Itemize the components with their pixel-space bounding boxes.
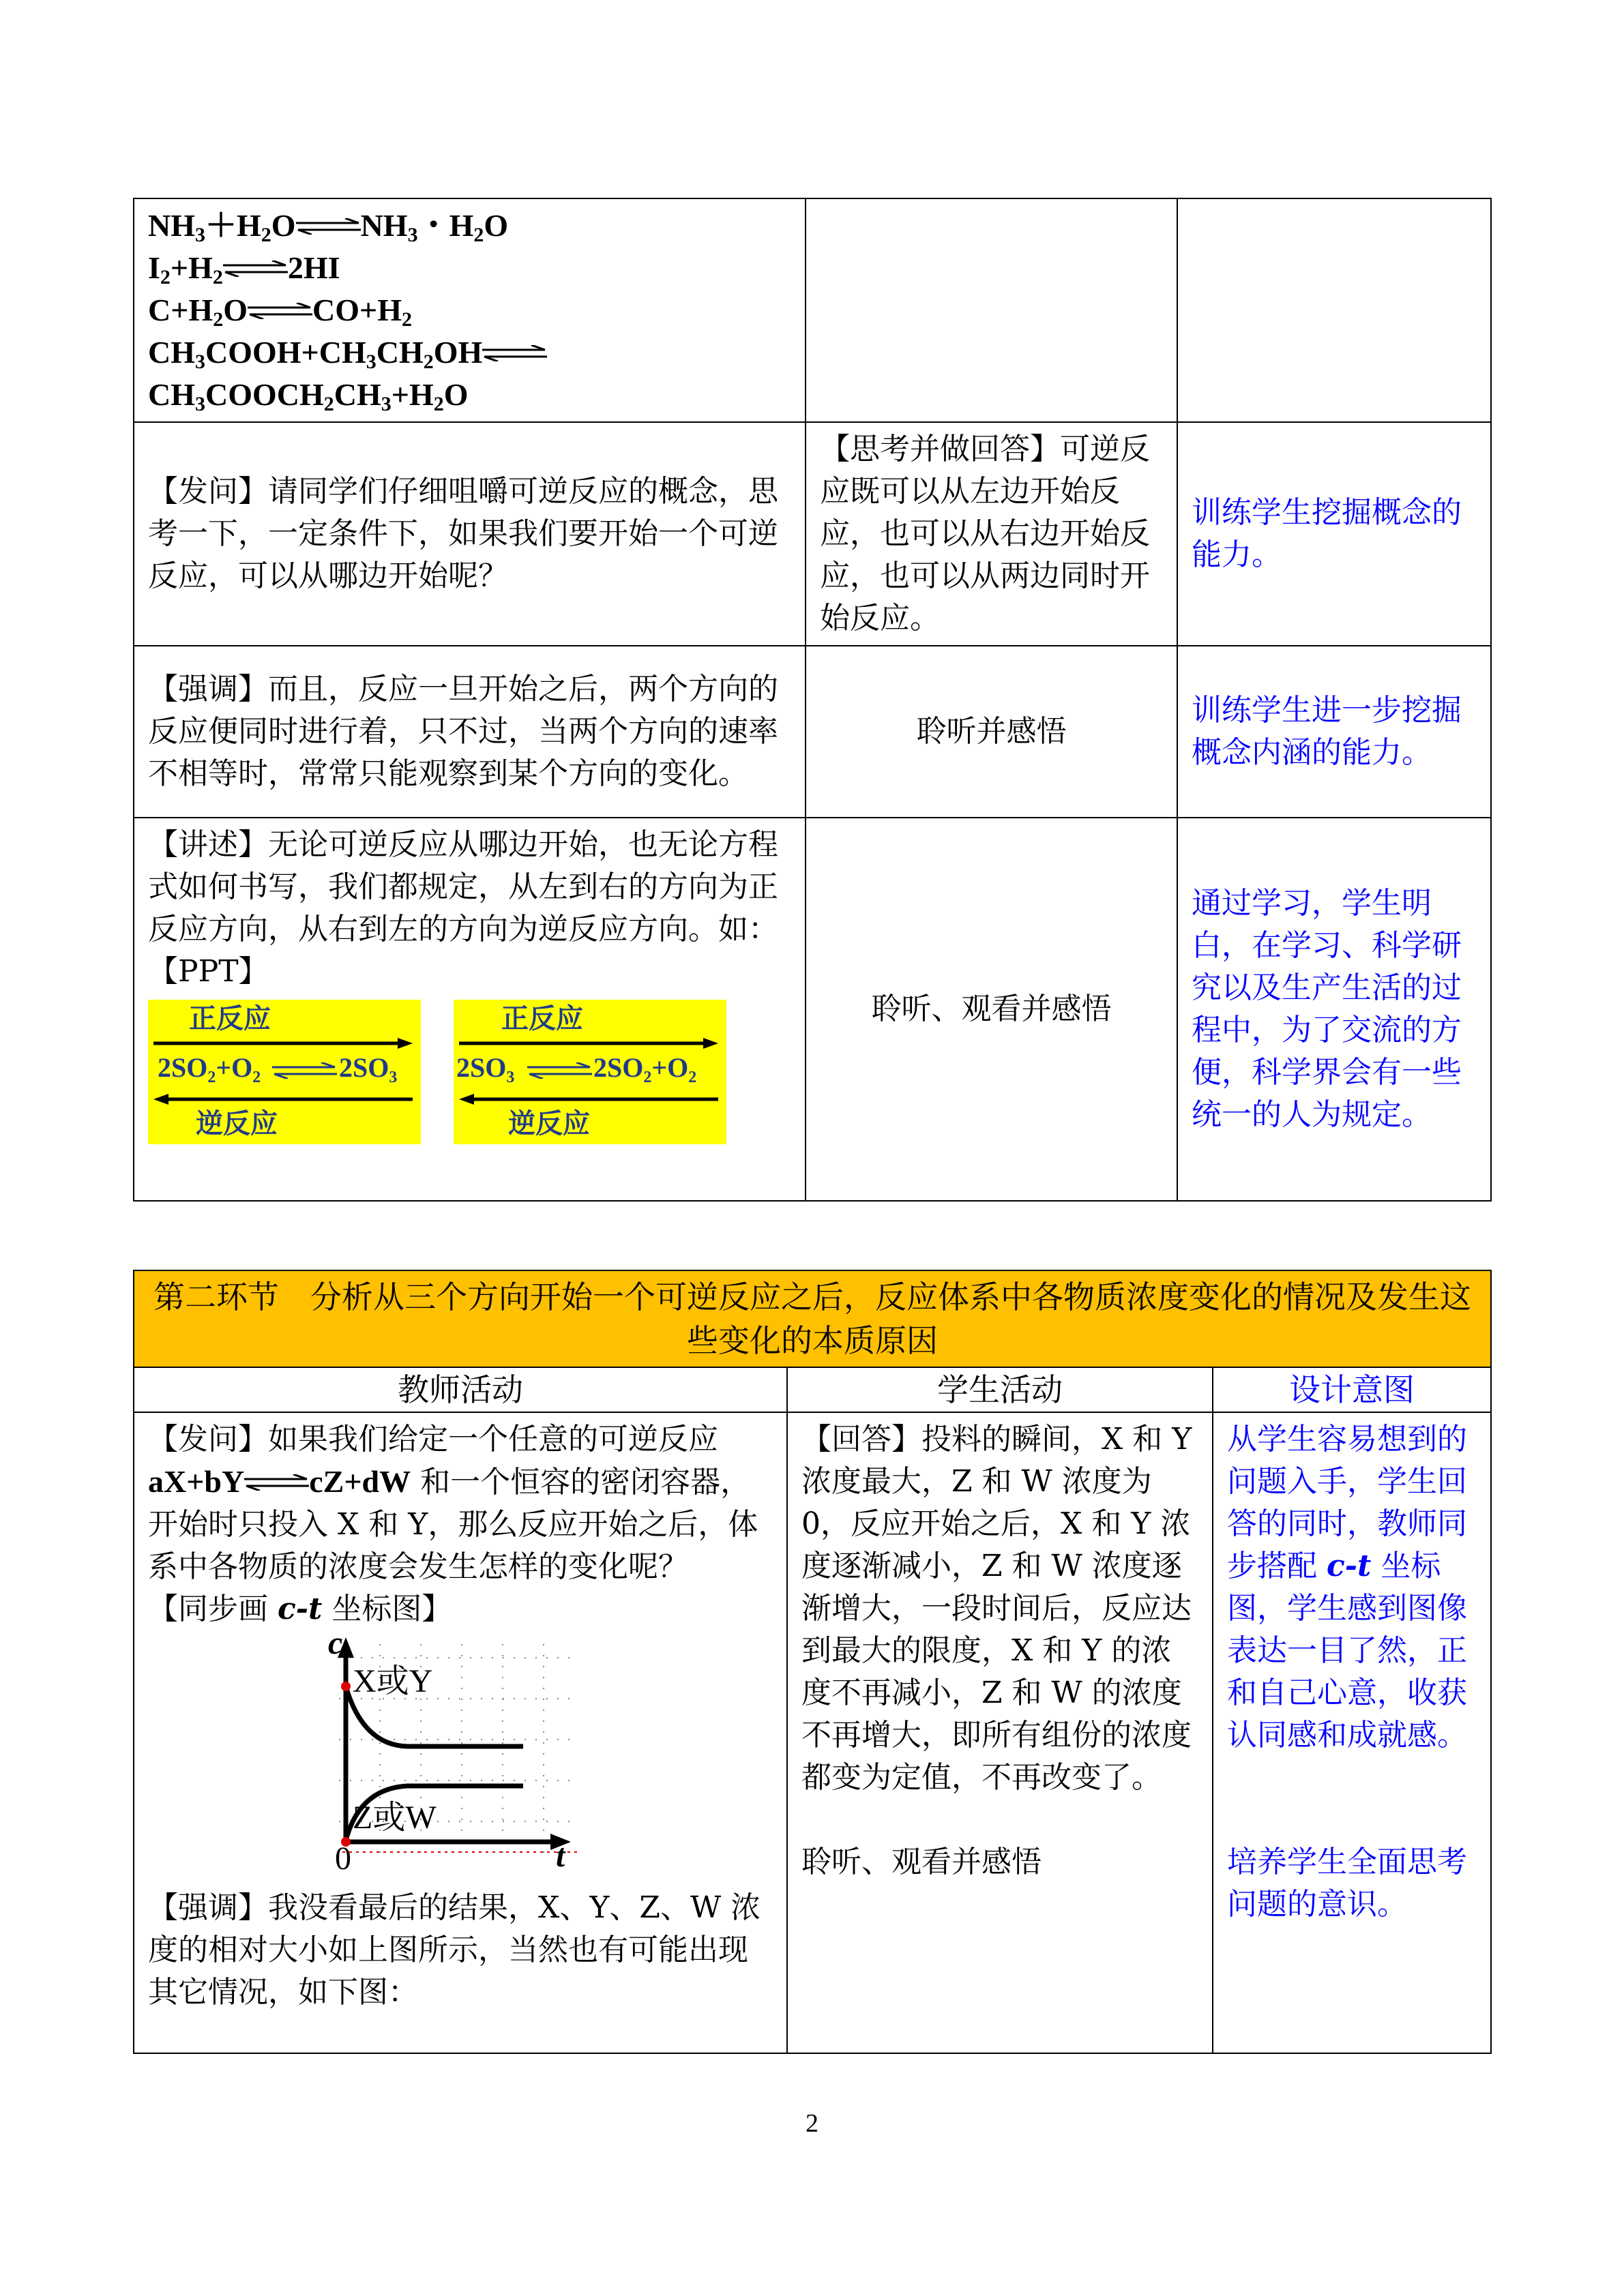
upper-curve-label: X或Y [353, 1663, 433, 1699]
student-activity: 聆听并感悟 [806, 646, 1177, 818]
teacher-statement: 【讲述】无论可逆反应从哪边开始，也无论方程式如何书写，我们都规定，从左到右的方向为正反应方向，从右到左的方向为逆反应方向。如： [148, 827, 778, 946]
reverse-arrow-icon [153, 1092, 413, 1106]
reverse-arrow-icon [459, 1092, 718, 1106]
reversible-arrow-icon [482, 345, 547, 361]
equation-4: $CH_3COOH+CH_3CH_2OH$ [148, 331, 791, 374]
ppt-slide [148, 1000, 421, 1144]
page-number: 2 [806, 2109, 818, 2138]
draw-graph-instruction: 【同步画 c-t 坐标图】 [148, 1592, 452, 1626]
ppt-label: 【PPT】 [148, 954, 269, 989]
teacher-question: 【发问】如果我们给定一个任意的可逆反应aX+bY cZ+dW 和一个恒容的密闭容器，开始时只投入 X 和 Y，那么反应开始之后，体系中各物质的浓度会发生怎样的变化呢？ [148, 1422, 758, 1584]
teacher-activity: 【发问】请同学们仔细咀嚼可逆反应的概念，思考一下，一定条件下，如果我们要开始一个可逆反应，可以从哪边开始呢？ [134, 422, 806, 646]
x-axis-label: t [556, 1838, 565, 1874]
table-row [134, 1270, 1491, 1367]
lesson-table-1 [133, 198, 1492, 1202]
lesson-table-2 [133, 1270, 1492, 2054]
y-axis-label: c [328, 1625, 343, 1661]
teacher-activity [134, 1412, 787, 2053]
empty-cell [806, 198, 1177, 422]
empty-cell [1177, 198, 1491, 422]
student-activity: 【思考并做回答】可逆反应既可以从左边开始反应，也可以从右边开始反应，也可以从两边同时开始反应。 [806, 422, 1177, 646]
intent-2: 培养学生全面思考问题的意识。 [1227, 1845, 1467, 1922]
equation-right: 2SO₂+O₂ [593, 1052, 697, 1083]
lower-curve-label: Z或W [353, 1800, 437, 1836]
equation-5: $CH_3COOCH_2CH_3+H_2O$ [148, 377, 469, 415]
intent-1: 从学生容易想到的问题入手，学生回答的同时，教师同步搭配 c-t 坐标图，学生感到图像表达一目了然，正和自己心意，收获认同感和成就感。 [1227, 1422, 1467, 1753]
origin-label: 0 [335, 1840, 351, 1877]
equation-left: 2SO₂+O₂ [158, 1052, 261, 1083]
column-header-student: 学生活动 [787, 1367, 1213, 1412]
ppt-slide [454, 1000, 726, 1144]
table-row [134, 818, 1491, 1201]
equation-left: 2SO₃ [456, 1052, 515, 1083]
table-row [134, 198, 1491, 422]
forward-reaction-label: 正反应 [189, 1003, 271, 1034]
design-intent: 训练学生挖掘概念的能力。 [1177, 422, 1491, 646]
design-intent [1213, 1412, 1491, 2053]
table-header-row [134, 1367, 1491, 1412]
equation-1: $NH_3+H_2O$ $NH_3$・$H_2O$ [148, 208, 509, 246]
reversible-arrow-icon [244, 1474, 309, 1491]
student-activity: 聆听、观看并感悟 [806, 818, 1177, 1201]
student-answer: 【回答】投料的瞬间，X 和 Y 浓度最大，Z 和 W 浓度为 0，反应开始之后，X 和 Y 浓度逐渐减小，Z 和 W 浓度逐渐增大，一段时间后，反应达到最大的限度，X 和 Y 的浓度不再减小，Z 和 W 的浓度不再增大，即所有组份的浓度都变为定值，不再改变了。 [801, 1422, 1192, 1795]
ppt-slides [148, 1000, 791, 1144]
student-listen: 聆听、观看并感悟 [801, 1845, 1042, 1879]
column-header-intent: 设计意图 [1213, 1367, 1491, 1412]
section-title: 第二环节 分析从三个方向开始一个可逆反应之后，反应体系中各物质浓度变化的情况及发生这些变化的本质原因 [134, 1270, 1491, 1367]
design-intent: 训练学生进一步挖掘概念内涵的能力。 [1177, 646, 1491, 818]
forward-arrow-icon [153, 1037, 413, 1050]
teacher-emphasis: 【强调】我没看最后的结果，X、Y、Z、W 浓度的相对大小如上图所示，当然也有可能出现其它情况，如下图： [148, 1890, 761, 2010]
equation-right: 2SO₃ [339, 1052, 398, 1083]
reversible-arrow-icon [296, 218, 361, 235]
teacher-activity: 【强调】而且，反应一旦开始之后，两个方向的反应便同时进行着，只不过，当两个方向的速率不相等时，常常只能观察到某个方向的变化。 [134, 646, 806, 818]
reverse-reaction-label: 逆反应 [508, 1108, 590, 1139]
table-row [134, 422, 1491, 646]
equation-2: $I_2+H_2$ 2HI [148, 250, 340, 288]
reversible-arrow-icon [527, 1062, 592, 1079]
concentration-time-graph [325, 1625, 585, 1877]
table-row [134, 1412, 1491, 2053]
column-header-teacher: 教师活动 [134, 1367, 787, 1412]
equations-cell [134, 198, 806, 422]
reversible-arrow-icon [272, 1062, 337, 1079]
reverse-reaction-label: 逆反应 [196, 1108, 278, 1139]
equation-3: $C+H_2O$ $CO+H_2$ [148, 293, 412, 331]
reversible-arrow-icon [248, 303, 312, 319]
forward-reaction-label: 正反应 [501, 1003, 583, 1034]
design-intent: 通过学习，学生明白，在学习、科学研究以及生产生活的过程中，为了交流的方便，科学界会有一些统一的人为规定。 [1177, 818, 1491, 1201]
teacher-activity [134, 818, 806, 1201]
student-activity [787, 1412, 1213, 2053]
forward-arrow-icon [459, 1037, 718, 1050]
reversible-arrow-icon [223, 260, 288, 277]
table-row [134, 646, 1491, 818]
